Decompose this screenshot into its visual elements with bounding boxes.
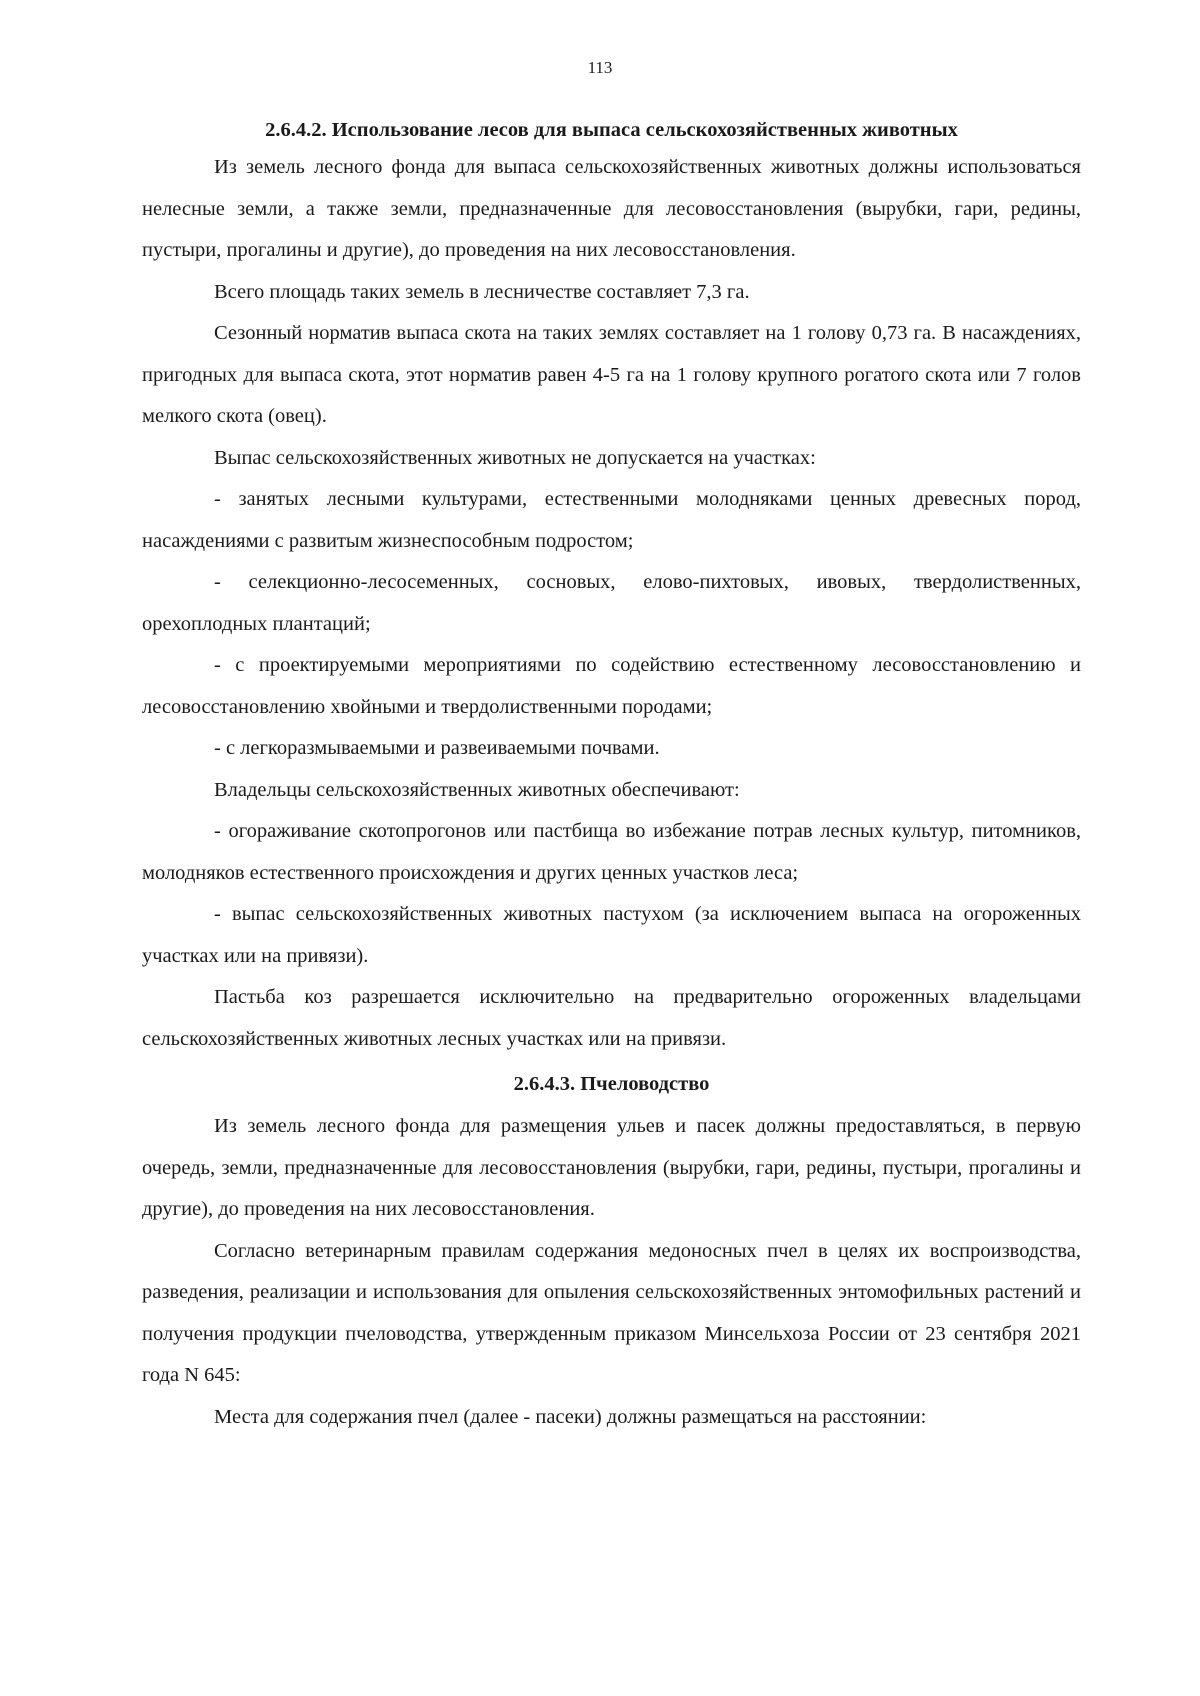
- list-item: - занятых лесными культурами, естественными молодняками ценных древесных пород, насаждениями с развитым жизнеспособным подростом;: [142, 488, 1081, 552]
- paragraph: Из земель лесного фонда для размещения ульев и пасек должны предоставляться, в первую очередь, земли, предназначенные для лесовосстановления (вырубки, гари, редины, пустыри, прогалины и другие), до проведения на них лесовосстановления.: [142, 1115, 1081, 1220]
- list-item: - с проектируемыми мероприятиями по содействию естественному лесовосстановлению и лесовосстановлению хвойными и твердолиственными породами;: [142, 654, 1081, 718]
- paragraph: Всего площадь таких земель в лесничестве составляет 7,3 га.: [214, 280, 750, 303]
- paragraph: Выпас сельскохозяйственных животных не допускается на участках:: [214, 446, 816, 469]
- section-title-grazing: 2.6.4.2. Использование лесов для выпаса сельскохозяйственных животных: [265, 119, 958, 141]
- page-content: [142, 117, 1081, 1438]
- section-title-beekeeping: 2.6.4.3. Пчеловодство: [513, 1073, 710, 1095]
- page-number: 113: [587, 58, 613, 77]
- list-item: - выпас сельскохозяйственных животных пастухом (за исключением выпаса на огороженных участках или на привязи).: [142, 903, 1081, 967]
- list-item: - огораживание скотопрогонов или пастбища во избежание потрав лесных культур, питомников, молодняков естественного происхождения и других ценных участков леса;: [142, 820, 1081, 884]
- paragraph: Пастьба коз разрешается исключительно на предварительно огороженных владельцами сельскохозяйственных животных лесных участках или на привязи.: [142, 986, 1081, 1050]
- paragraph: Из земель лесного фонда для выпаса сельскохозяйственных животных должны использоваться нелесные земли, а также земли, предназначенные для лесовосстановления (вырубки, гари, редины, пустыри, прогалины и другие), до проведения на них лесовосстановления.: [142, 156, 1081, 261]
- paragraph: Владельцы сельскохозяйственных животных обеспечивают:: [214, 778, 740, 801]
- paragraph: Согласно ветеринарным правилам содержания медоносных пчел в целях их воспроизводства, разведения, реализации и использования для опыления сельскохозяйственных энтомофильных растений и получения продукции пчеловодства, утвержденным приказом Минсельхоза России от 23 сентября 2021 года N 645:: [142, 1239, 1081, 1386]
- list-item: - с легкоразмываемыми и развеиваемыми почвами.: [214, 737, 660, 759]
- section-beekeeping: [142, 1064, 1081, 1438]
- section-grazing: [142, 117, 1081, 1060]
- paragraph: Места для содержания пчел (далее - пасеки) должны размещаться на расстоянии:: [214, 1405, 927, 1428]
- paragraph: Сезонный норматив выпаса скота на таких землях составляет на 1 голову 0,73 га. В насаждениях, пригодных для выпаса скота, этот норматив равен 4-5 га на 1 голову крупного рогатого скота или 7 голов мелкого скота (овец).: [142, 322, 1081, 427]
- list-item: - селекционно-лесосеменных, сосновых, елово-пихтовых, ивовых, твердолиственных, орехоплодных плантаций;: [142, 571, 1081, 635]
